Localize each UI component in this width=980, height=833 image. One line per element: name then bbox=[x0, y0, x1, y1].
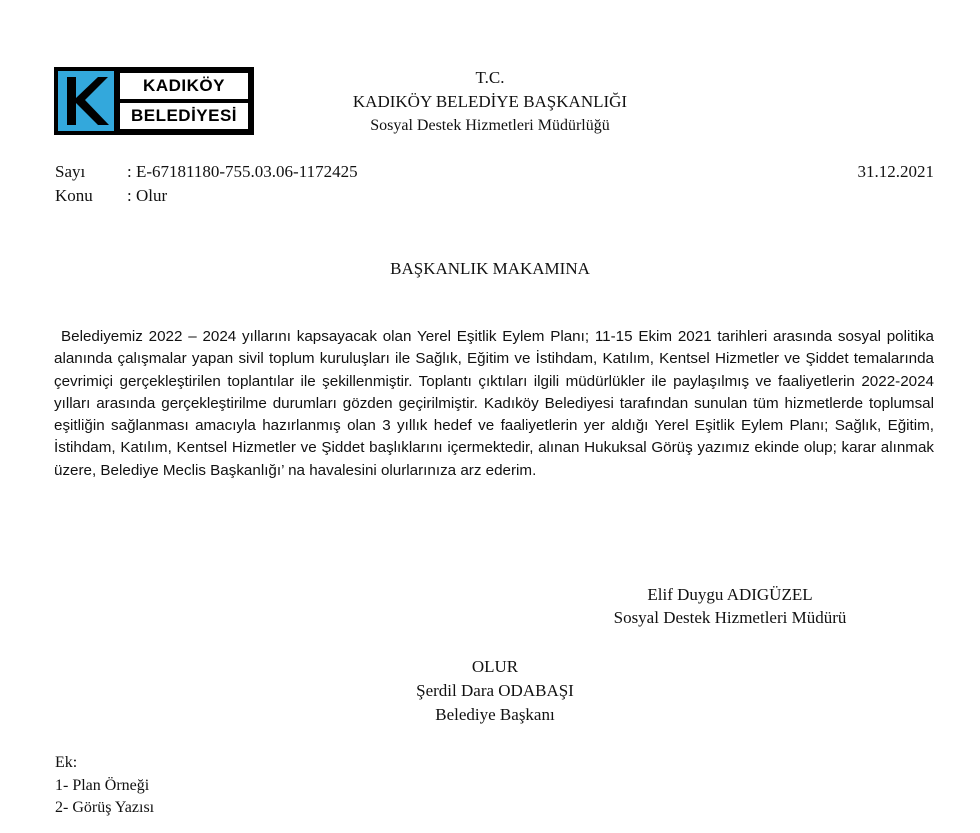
attachment-item: 2- Görüş Yazısı bbox=[55, 799, 155, 816]
number-value: : E-67181180-755.03.06-1172425 bbox=[127, 162, 358, 181]
logo-text-belediyesi: BELEDİYESİ bbox=[120, 103, 248, 129]
signatory-name: Elif Duygu ADIGÜZEL bbox=[647, 585, 813, 604]
approval-label: OLUR bbox=[471, 657, 519, 676]
attachment-item: 1- Plan Örneği bbox=[55, 777, 150, 794]
logo-text-kadikoy: KADIKÖY bbox=[120, 73, 248, 99]
approver-name: Şerdil Dara ODABAŞI bbox=[416, 681, 574, 700]
approver-title: Belediye Başkanı bbox=[435, 705, 555, 724]
subject-label: Konu bbox=[55, 186, 93, 205]
body-paragraph: Belediyemiz 2022 – 2024 yıllarını kapsayacak olan Yerel Eşitlik Eylem Planı; 11-15 Ekim 2021 tarihleri arasında sosyal politika alanında çalışmalar yapan sivil toplum kuruluşları ile Sağlık, Eğitim ve İstihdam, Katılım, Kentsel Hizmetler ve Şiddet temalarında çevrimiçi gerçekleştirilen toplantılar ile şekillenmiştir. Toplantı çıktıları ilgili müdürlükler ile paylaşılmış ve faaliyetlerin 2022-2024 yılları arasında gerçekleştirilme durumları gözden geçirilmiştir. Kadıköy Belediyesi tarafından sunulan tüm hizmetlerde toplumsal eşitliğin sağlanması amacıyla hazırlanmış olan 3 yıllık hedef ve faaliyetlerin yer aldığı Yerel Eşitlik Eylem Planı; Sağlık, Eğitim, İstihdam, Katılım, Kentsel Hizmetler ve Şiddet başlıklarını içermektedir, alınan Hukuksal Görüş yazımız ekinde olup; karar alınmak üzere, Belediye Meclis Başkanlığı’ na havalesini olurlarınıza arz ederim. bbox=[54, 328, 934, 479]
number-label: Sayı bbox=[55, 162, 86, 181]
attachments-label: Ek: bbox=[55, 754, 78, 771]
kadikoy-logo bbox=[54, 67, 254, 135]
header-tc: T.C. bbox=[475, 68, 505, 87]
document-date: 31.12.2021 bbox=[857, 162, 934, 181]
header-municipality: KADIKÖY BELEDİYE BAŞKANLIĞI bbox=[352, 92, 628, 111]
signatory-title: Sosyal Destek Hizmetleri Müdürü bbox=[613, 608, 847, 627]
addressee: BAŞKANLIK MAKAMINA bbox=[390, 259, 590, 278]
header-department: Sosyal Destek Hizmetleri Müdürlüğü bbox=[370, 117, 610, 134]
k-letter-icon bbox=[58, 71, 114, 131]
subject-value: : Olur bbox=[127, 186, 168, 205]
